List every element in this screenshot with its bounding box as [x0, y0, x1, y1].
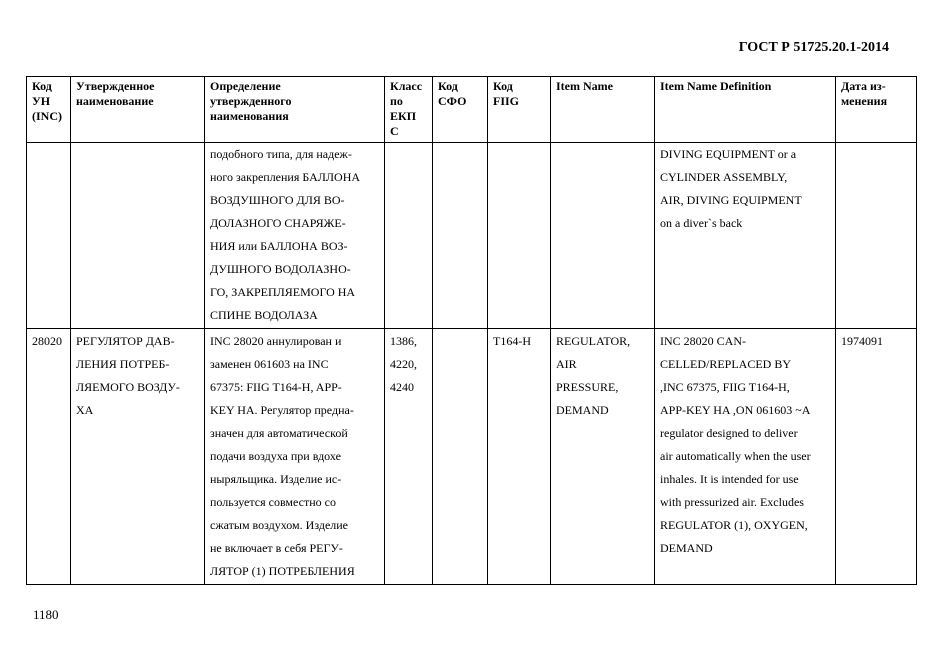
cell-text-line: ДОЛАЗНОГО СНАРЯЖЕ-	[210, 216, 346, 230]
col-header-sfo	[433, 77, 488, 143]
cell-ekp-class	[385, 329, 433, 585]
header-text-line: ЕКП	[390, 109, 417, 123]
cell-text-line: REGULATOR (1), OXYGEN,	[660, 518, 808, 532]
cell-text-line: REGULATOR,	[556, 334, 631, 348]
cell-change-date	[836, 143, 917, 329]
cell-text-line: не включает в себя РЕГУ-	[210, 541, 343, 555]
header-text-line: УН	[32, 94, 51, 108]
cell-text-line: inhales. It is intended for use	[660, 472, 799, 486]
col-header-change-date	[836, 77, 917, 143]
header-text-line: Утвержденное	[76, 79, 155, 93]
cell-text-line: значен для автоматической	[210, 426, 348, 440]
cell-inc	[27, 329, 71, 585]
cell-inc	[27, 143, 71, 329]
cell-text-line: сжатым воздухом. Изделие	[210, 518, 349, 532]
cell-text-line: 4220,	[390, 357, 417, 371]
header-text-line: Item Name	[556, 79, 613, 93]
cell-text-line: пользуется совместно со	[210, 495, 336, 509]
header-text-line: Определение	[210, 79, 281, 93]
col-header-definition	[205, 77, 385, 143]
cell-text-line: ,INC 67375, FIIG T164-H,	[660, 380, 790, 394]
cell-text-line: ного закрепления БАЛЛОНА	[210, 170, 361, 184]
cell-definition	[205, 143, 385, 329]
cell-text-line: 1386,	[390, 334, 417, 348]
col-header-ekp-class	[385, 77, 433, 143]
cell-text-line: заменен 061603 на INC	[210, 357, 329, 371]
table-row	[27, 329, 917, 585]
cell-text-line: ныряльщика. Изделие ис-	[210, 472, 342, 486]
cell-text-line: ЛЯЕМОГО ВОЗДУ-	[76, 380, 180, 394]
header-text-line: наименование	[76, 94, 154, 108]
cell-item-name-definition	[655, 143, 836, 329]
cell-fiig	[488, 329, 551, 585]
cell-sfo	[433, 329, 488, 585]
cell-item-name	[551, 329, 655, 585]
cell-text-line: AIR	[556, 357, 577, 371]
cell-text-line: CELLED/REPLACED BY	[660, 357, 791, 371]
cell-text-line: air automatically when the user	[660, 449, 811, 463]
col-header-fiig	[488, 77, 551, 143]
item-name-registry-table	[26, 76, 917, 585]
header-text-line: утвержденного	[210, 94, 292, 108]
cell-text-line: 28020	[32, 334, 62, 348]
header-text-line: Код	[438, 79, 458, 93]
cell-text-line: DIVING EQUIPMENT or a	[660, 147, 797, 161]
cell-text-line: with pressurized air. Excludes	[660, 495, 804, 509]
header-text-line: (INC)	[32, 109, 62, 123]
cell-fiig	[488, 143, 551, 329]
cell-text-line: подачи воздуха при вдохе	[210, 449, 341, 463]
col-header-inc	[27, 77, 71, 143]
cell-text-line: НИЯ или БАЛЛОНА ВОЗ-	[210, 239, 348, 253]
cell-text-line: 67375: FIIG T164-H, APP-	[210, 380, 342, 394]
cell-sfo	[433, 143, 488, 329]
cell-text-line: РЕГУЛЯТОР ДАВ-	[76, 334, 175, 348]
cell-item-name	[551, 143, 655, 329]
cell-ekp-class	[385, 143, 433, 329]
header-text-line: наименования	[210, 109, 289, 123]
col-header-item-name-definition	[655, 77, 836, 143]
document-header: ГОСТ Р 51725.20.1-2014	[738, 40, 889, 55]
cell-text-line: CYLINDER ASSEMBLY,	[660, 170, 788, 184]
cell-text-line: AIR, DIVING EQUIPMENT	[660, 193, 802, 207]
col-header-item-name	[551, 77, 655, 143]
cell-text-line: regulator designed to deliver	[660, 426, 798, 440]
cell-text-line: APP-KEY HA ,ON 061603 ~A	[660, 403, 811, 417]
header-text-line: Код	[32, 79, 52, 93]
cell-change-date: 1974091	[836, 329, 917, 585]
cell-text-line: on a diver`s back	[660, 216, 743, 230]
col-header-approved-name	[71, 77, 205, 143]
header-text-line: FIIG	[493, 94, 520, 108]
cell-text-line: DEMAND	[556, 403, 609, 417]
cell-text-line: ЛЯТОР (1) ПОТРЕБЛЕНИЯ	[210, 564, 355, 578]
header-text-line: С	[390, 124, 399, 138]
cell-text-line: 4240	[390, 380, 414, 394]
cell-text-line: ВОЗДУШНОГО ДЛЯ ВО-	[210, 193, 345, 207]
header-text-line: менения	[841, 94, 888, 108]
header-text-line: Класс	[390, 79, 423, 93]
cell-text-line: T164-H	[493, 334, 531, 348]
cell-text-line: ДУШНОГО ВОДОЛАЗНО-	[210, 262, 351, 276]
header-text-line: Дата из-	[841, 79, 886, 93]
cell-text-line: ХА	[76, 403, 94, 417]
table-header-row	[27, 77, 917, 143]
cell-text-line: СПИНЕ ВОДОЛАЗА	[210, 308, 318, 322]
cell-definition	[205, 329, 385, 585]
cell-text-line: KEY HA. Регулятор предна-	[210, 403, 354, 417]
cell-text-line: ГО, ЗАКРЕПЛЯЕМОГО НА	[210, 285, 356, 299]
cell-approved-name	[71, 329, 205, 585]
cell-text-line: INC 28020 CAN-	[660, 334, 746, 348]
cell-text-line: PRESSURE,	[556, 380, 619, 394]
header-text-line: Код	[493, 79, 513, 93]
cell-text-line: DEMAND	[660, 541, 713, 555]
page-number: 1180	[33, 607, 59, 622]
cell-approved-name	[71, 143, 205, 329]
cell-text-line: подобного типа, для надеж-	[210, 147, 352, 161]
cell-text-line: ЛЕНИЯ ПОТРЕБ-	[76, 357, 170, 371]
cell-text-line: INC 28020 аннулирован и	[210, 334, 342, 348]
header-text-line: СФО	[438, 94, 467, 108]
cell-item-name-definition	[655, 329, 836, 585]
table-row	[27, 143, 917, 329]
header-text-line: по	[390, 94, 403, 108]
header-text-line: Item Name Definition	[660, 79, 772, 93]
